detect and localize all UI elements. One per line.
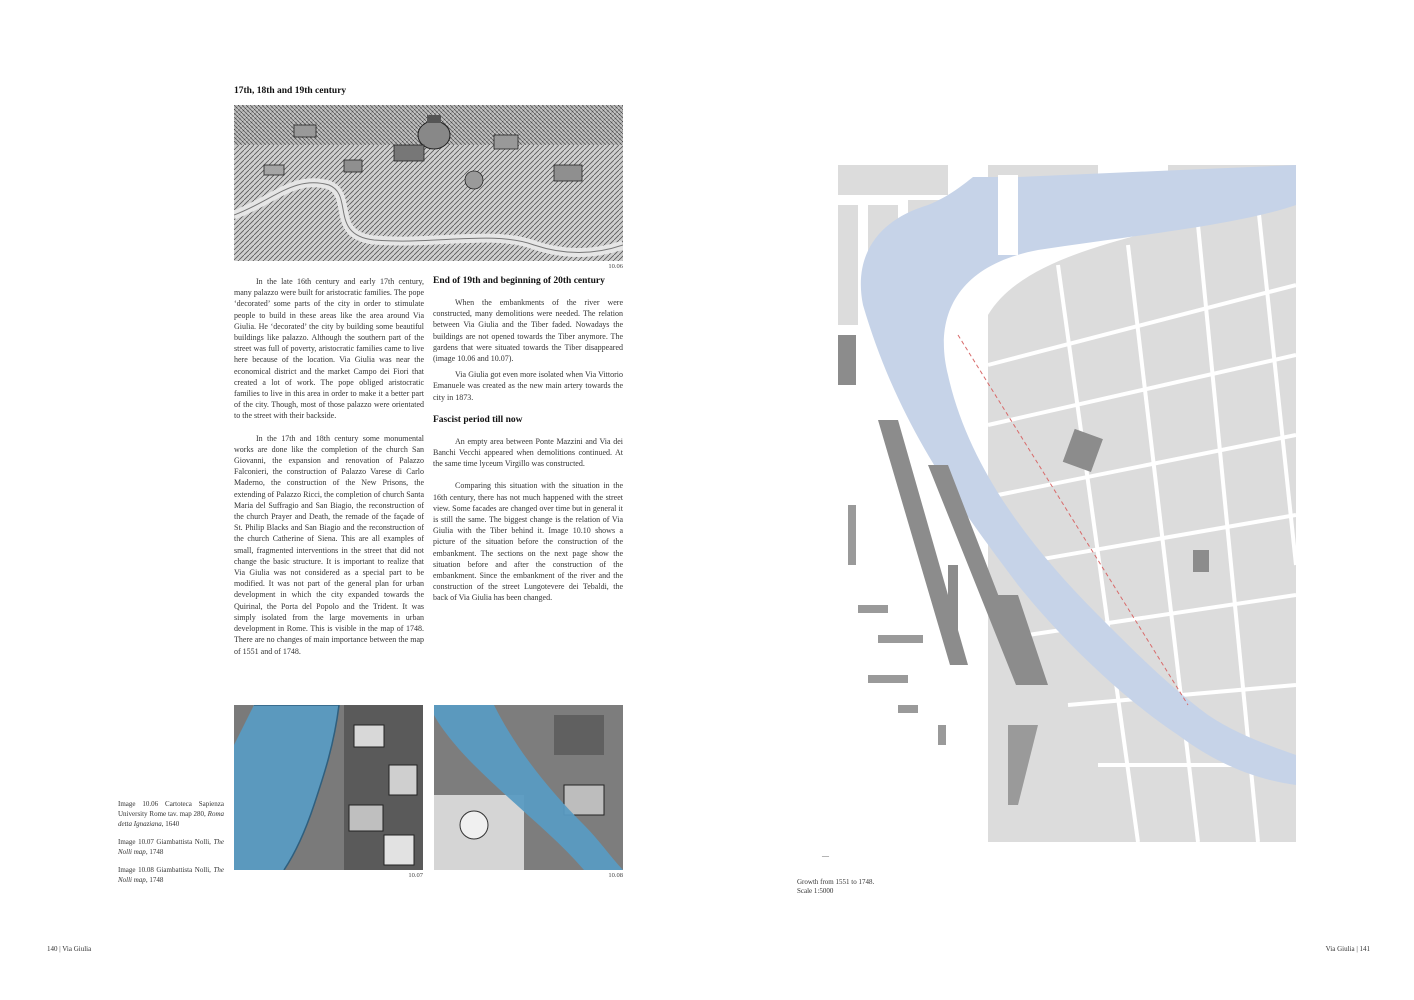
map-caption-scale: Scale 1:5000 <box>797 887 834 895</box>
paragraph-comparing: Comparing this situation with the situation in the 16th century, there has not much happened with the street view. Some facades are changed over time but in general it is still the same. The biggest change is the relation of Via Giulia with the Tiber behind it. Image 10.10 shows a picture of the situation before the construction of the embankment. The sections on the next page show the situation before and after the construction of the embankment. Since the embankment of the river and the construction of the street Lungotevere dei Tebaldi, the back of Via Giulia has been changed. <box>433 481 623 603</box>
paragraph-17th-18th-century: In the 17th and 18th century some monumental works are done like the completion of the church San Giovanni, the expansion and renovation of Palazzo Falconieri, the construction of Palazzo Varese di Carlo Maderno, the construction of the New Prisons, the extending of Palazzo Ricci, the completion of church Santa Maria del Suffragio and San Biagio, the reconstruction of the church Prayer and Death, the remade of the façade of St. Philip Blacks and San Biagio and the reconstruction of the church Catherine of Siena. This are all examples of small, fragmented interventions in the street that did not change the basic structure. It is important to realize that Via Giulia was not considered as a special part to be modified. It was not part of the general plan for urban development in which the city expanded towards the Quirinal, the Porta del Popolo and the Trident. It was simply isolated from the large movements in urban development in Rome. This is visible in the map of 1748. There are no changes of main importance between the map of 1551 and of 1748. <box>234 433 424 656</box>
caption-1006-text: Image 10.06 Cartoteca Sapienza University Rome tav. map 280, <box>118 800 224 818</box>
footer-right-page-number: Via Giulia | 141 <box>1325 945 1370 953</box>
caption-1008 <box>118 865 224 885</box>
figure-1008-label: 10.08 <box>608 872 623 879</box>
caption-1007-text: Image 10.07 Giambattista Nolli, <box>118 838 211 846</box>
caption-1006-year: , 1640 <box>161 820 180 828</box>
footer-left-page-number: 140 | Via Giulia <box>47 945 92 953</box>
caption-1007 <box>118 837 224 857</box>
caption-1007-year: , 1748 <box>145 848 164 856</box>
heading-fascist-period: Fascist period till now <box>433 414 523 425</box>
figure-1006-historic-map <box>234 105 623 261</box>
paragraph-embankments: When the embankments of the river were constructed, many demolitions were needed. The relation between Via Giulia and the Tiber faded. Nowadays the buildings are not opened towards the Tiber anymore. The gardens that were situated towards the Tiber disappeared (image 10.06 and 10.07). <box>433 298 623 364</box>
map-caption-title: Growth from 1551 to 1748. <box>797 878 875 886</box>
right-column <box>433 276 623 604</box>
paragraph-vittorio-emanuele: Via Giulia got even more isolated when Via Vittorio Emanuele was created as the new main artery towards the city in 1873. <box>433 370 623 402</box>
caption-1006 <box>118 799 224 829</box>
figure-1007-nolli-map <box>234 705 423 870</box>
caption-1008-title: The Nolli map <box>118 866 224 884</box>
section-heading-17th-19th: 17th, 18th and 19th century <box>234 86 347 96</box>
caption-1008-year: , 1748 <box>145 876 164 884</box>
caption-1008-text: Image 10.08 Giambattista Nolli, <box>118 866 211 874</box>
caption-1007-title: The Nolli map <box>118 838 224 856</box>
caption-1006-title: Roma detta Ignaziana <box>118 810 225 828</box>
paragraph-16th-17th-century: In the late 16th century and early 17th century, many palazzo were built for aristocratic families. The pope ‘decorated’ some parts of the city in order to stimulate people to build in these areas like the area around Via Giulia. He ‘decorated’ the city by building some beautiful buildings like palazzo. Although the southern part of the street was full of poverty, aristocratic families came to live here because of the location. Via Giulia was near the economical district and the market Campo dei Fiori that created a lot of work. The pope obliged aristocratic families to live in this area in order to make it a better part of the city. Though, most of those palazzo were orientated to the street with their backside. <box>234 277 424 421</box>
figure-1007-label: 10.07 <box>408 872 423 879</box>
left-column <box>234 276 424 657</box>
scale-mark: — <box>822 852 829 860</box>
growth-map-1551-1748 <box>838 165 1296 842</box>
paragraph-empty-area: An empty area between Ponte Mazzini and Via dei Banchi Vecchi appeared when demolitions continued. At the same time lyceum Virgillo was constructed. <box>433 436 623 469</box>
heading-19th-20th-century: End of 19th and beginning of 20th century <box>433 276 605 286</box>
figure-1006-label: 10.06 <box>608 263 623 270</box>
figure-1008-nolli-map <box>434 705 623 870</box>
